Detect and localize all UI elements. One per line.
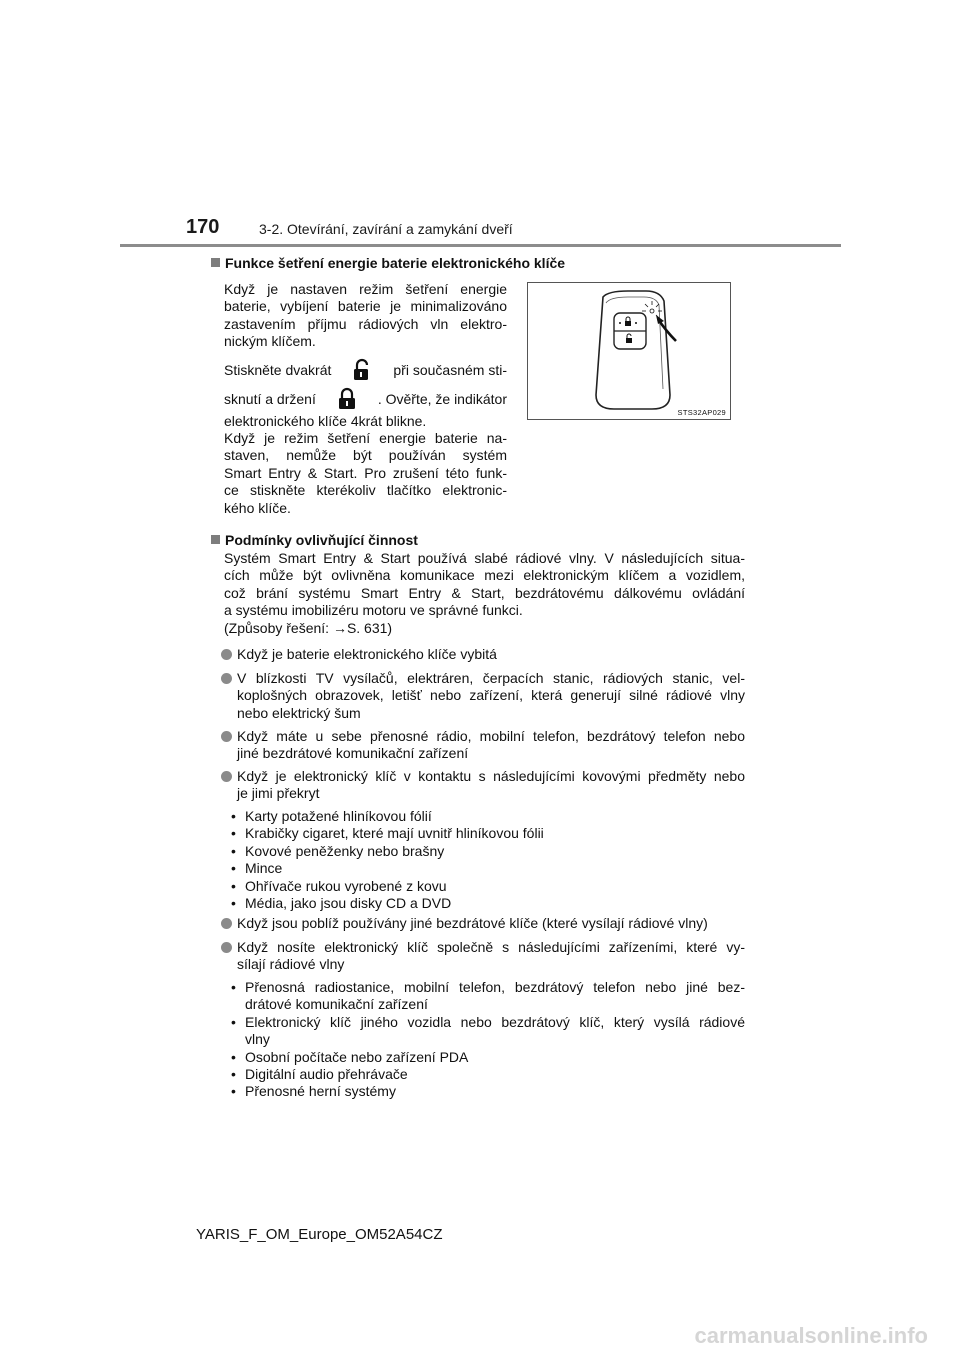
bullet-dot-icon — [221, 918, 232, 929]
text-line: vlny — [245, 1031, 270, 1048]
instruction-line-1 — [224, 358, 507, 382]
solution-reference: (Způsoby řešení: →S. 631) — [224, 619, 393, 636]
battery-saving-paragraph-1 — [224, 281, 507, 351]
condition-bullet — [224, 768, 745, 803]
bullet-dot-icon — [221, 731, 232, 742]
instruction-text-while: při současném sti- — [393, 362, 507, 378]
list-item: • Ohřívače rukou vyrobené z kovu — [231, 878, 745, 895]
text-line: je jimi překryt — [237, 785, 320, 802]
text-line: kého klíče. — [224, 499, 291, 516]
condition-bullet — [224, 728, 745, 763]
list-item — [231, 1066, 745, 1083]
text-line: Když jsou poblíž používány jiné bezdrátové klíče (které vysílají rádiové vlny) — [237, 915, 708, 931]
conditions-heading — [211, 532, 418, 548]
list-item: • Kovové peněženky nebo brašny — [231, 843, 745, 860]
radio-devices-list — [231, 979, 745, 1101]
bullet-dot-icon — [221, 673, 232, 684]
condition-bullet — [224, 646, 745, 663]
text-line: Když je elektronický klíč v kontaktu s následujícími kovovými předměty nebo — [237, 768, 745, 784]
text-line: drátové komunikační zařízení — [245, 996, 428, 1013]
text-line: cích může být ovlivněna komunikace mezi elektronickým klíčem a vozidlem, — [224, 567, 745, 584]
bullet-dot-icon — [221, 942, 232, 953]
watermark-text: carmanualsonline.info — [694, 1323, 928, 1348]
bullet-dot-icon — [221, 649, 232, 660]
list-item: • Média, jako jsou disky CD a DVD — [231, 895, 745, 912]
electronic-key-illustration — [528, 283, 730, 419]
instruction-text-press-twice: Stiskněte dvakrát — [224, 362, 332, 378]
bullet-dot-icon — [221, 771, 232, 782]
text-line: • Osobní počítače nebo zařízení PDA — [245, 1048, 469, 1065]
text-line: Když nosíte elektronický klíč společně s následujícími zařízeními, které vy- — [237, 939, 745, 955]
instruction-line-2 — [224, 387, 507, 411]
text-line: staven, nemůže být používán systém — [224, 447, 507, 464]
heading-square-icon — [211, 258, 220, 267]
section-title: 3-2. Otevírání, zavírání a zamykání dveří — [259, 221, 513, 237]
list-item: • Karty potažené hliníkovou fólií — [231, 808, 745, 825]
battery-saving-heading-text: Funkce šetření energie baterie elektronického klíče — [225, 255, 566, 271]
text-line: nebo elektrický šum — [237, 704, 361, 721]
conditions-intro — [224, 550, 745, 637]
text-line: Když je nastaven režim šetření energie — [224, 281, 507, 297]
condition-bullet — [224, 670, 745, 722]
list-item: • Mince — [231, 860, 745, 877]
text-line: V blízkosti TV vysílačů, elektráren, čerpacích stanic, rádiových stanic, vel- — [237, 670, 745, 686]
lock-icon — [336, 387, 358, 411]
condition-bullet — [224, 915, 745, 932]
text-line: baterie, vybíjení baterie je minimalizováno — [224, 298, 507, 315]
text-line: nickým klíčem. — [224, 333, 316, 350]
metal-objects-list — [231, 808, 745, 912]
text-line: • Elektronický klíč jiného vozidla nebo bezdrátový klíč, který vysílá rádiové — [245, 1013, 745, 1030]
list-item — [231, 1083, 745, 1100]
text-line: • Digitální audio přehrávače — [245, 1066, 408, 1083]
text-line: zastavením příjmu rádiových vln elektro- — [224, 315, 507, 332]
text-line: sílají rádiové vlny — [237, 956, 345, 973]
text-line: ce stiskněte kterékoliv tlačítko elektronic- — [224, 482, 507, 499]
unlock-icon — [351, 358, 373, 382]
page-number: 170 — [186, 216, 220, 238]
instruction-text-verify: . Ověřte, že indikátor — [377, 391, 507, 407]
text-line: jiné bezdrátové komunikační zařízení — [237, 745, 469, 762]
text-line: • Přenosné herní systémy — [245, 1083, 396, 1100]
heading-square-icon — [211, 535, 220, 544]
text-line: Když máte u sebe přenosné rádio, mobilní telefon, bezdrátový telefon nebo — [237, 728, 745, 744]
instruction-text-blink: elektronického klíče 4krát blikne. — [224, 413, 427, 429]
battery-saving-paragraph-2 — [224, 358, 507, 430]
text-line: Systém Smart Entry & Start používá slabé rádiové vlny. V následujících situa- — [224, 550, 745, 566]
list-item — [231, 979, 745, 1014]
text-line: a systému imobilizéru motoru ve správné funkci. — [224, 602, 523, 619]
text-line: Smart Entry & Start. Pro zrušení této funk- — [224, 464, 507, 481]
document-id-footer: YARIS_F_OM_Europe_OM52A54CZ — [196, 1226, 443, 1243]
battery-saving-heading — [211, 255, 565, 271]
list-item — [231, 1014, 745, 1049]
text-line: Když je režim šetření energie baterie na- — [224, 430, 507, 446]
battery-saving-paragraph-3 — [224, 430, 507, 517]
electronic-key-figure — [527, 282, 731, 420]
condition-bullet — [224, 939, 745, 974]
text-line: • Přenosná radiostanice, mobilní telefon, bezdrátový telefon nebo jiné bez- — [245, 979, 745, 995]
list-item — [231, 1049, 745, 1066]
instruction-text-hold: sknutí a držení — [224, 391, 316, 407]
text-line: Když je baterie elektronického klíče vybitá — [237, 646, 497, 662]
figure-code: STS32AP029 — [677, 408, 726, 417]
list-item: • Krabičky cigaret, které mají uvnitř hliníkovou fólii — [231, 825, 745, 842]
conditions-heading-text: Podmínky ovlivňující činnost — [225, 532, 418, 548]
text-line: koplošných obrazovek, letišť nebo zařízení, která generují silné rádiové vlny — [237, 687, 745, 704]
header-divider — [120, 244, 841, 247]
text-line: což brání systému Smart Entry & Start, bezdrátovému dálkovému ovládání — [224, 584, 745, 601]
